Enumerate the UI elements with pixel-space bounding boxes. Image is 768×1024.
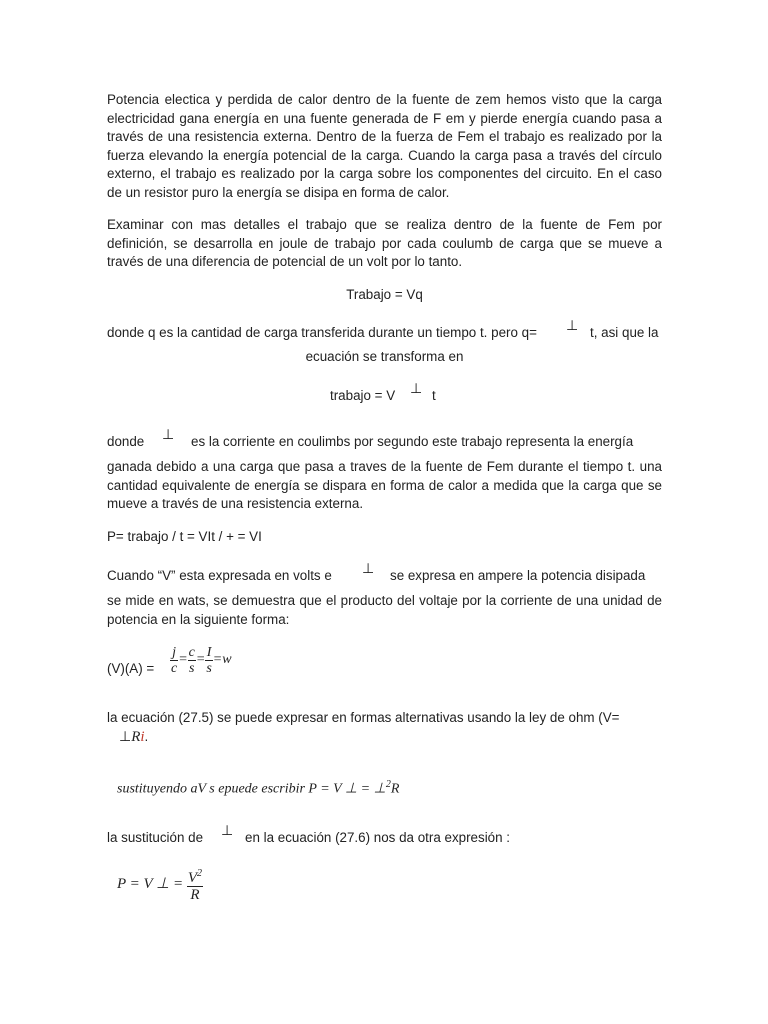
fraction-v2-r: $\frac{V^2}{R}$	[187, 868, 202, 903]
equation-trabajo-vit-b: t	[432, 388, 436, 403]
paragraph-6-mid: se expresa en ampere la potencia disipada	[390, 568, 646, 583]
paragraph-4-start: donde	[107, 434, 145, 449]
paragraph-6-start: Cuando “V” esta expresada en volts e	[107, 568, 332, 583]
equation-trabajo-vit-a: trabajo = V	[330, 388, 396, 403]
paragraph-3-start: donde q es la cantidad de carga transferida durante un tiempo t. pero q=	[107, 325, 537, 340]
units-equation: $\frac{j}{c}$ = $\frac{c}{s}$ = $\frac{I}{s}$ =w	[171, 645, 232, 676]
fraction-c-s: $\frac{c}{s}$	[188, 645, 195, 676]
perp-symbol-4: ⊥	[362, 561, 375, 577]
perp-symbol-2: ⊥	[410, 381, 423, 397]
equation-trabajo-vq: Trabajo = Vq	[346, 287, 423, 302]
final-equation: P = V ⊥ = $\frac{V^2}{R}$	[117, 868, 202, 903]
paragraph-6-cont: se mide en wats, se demuestra que el producto del voltaje por la corriente de una unidad de potencia en la siguiente forma:	[107, 593, 662, 627]
power-formula: P= trabajo / t = VIt / + = VI	[107, 529, 262, 544]
paragraph-3-cont: ecuación se transforma en	[305, 349, 464, 364]
paragraph-4-cont: ganada debido a una carga que pasa a traves de la fuente de Fem durante el tiempo t. una cantidad equivalente de energía se dispara en forma de calor a medida que la carga que se mueve a través de una resistencia externa.	[107, 459, 662, 512]
fraction-j-c: $\frac{j}{c}$	[171, 645, 178, 676]
paragraph-3-end: t, asi que la	[590, 325, 659, 340]
paragraph-8-end: en la ecuación (27.6) nos da otra expresión :	[245, 830, 511, 845]
perp-symbol-1: ⊥	[566, 318, 579, 334]
substitution-equation: sustituyendo aV s epuede escribir P = V ⊥ = ⊥$^2$R	[117, 779, 400, 797]
paragraph-7: la ecuación (27.5) se puede expresar en formas alternativas usando la ley de ohm (V= ⊥Ri.	[107, 710, 620, 745]
units-equation-label: (V)(A) =	[107, 661, 155, 676]
paragraph-2: Examinar con mas detalles el trabajo que se realiza dentro de la fuente de Fem por definición, se desarrolla en joule de trabajo por cada coulumb de carga que se mueve a través de una diferencia de potencial de un volt por lo tanto.	[107, 217, 662, 270]
perp-symbol-5: ⊥	[221, 823, 234, 839]
paragraph-1: Potencia electica y perdida de calor dentro de la fuente de zem hemos visto que la carga electricidad gana energía en una fuente generada de F em y pierde energía cuando pasa a través de una resistencia externa. Dentro de la fuerza de Fem el trabajo es realizado por la fuerza elevando la energía potencial de la carga. Cuando la carga pasa a través del círculo externo, el trabajo es realizado por la carga sobre los componentes del circuito. En el caso de un resistor puro la energía se disipa en forma de calor.	[107, 92, 662, 200]
fraction-i-s: $\frac{I}{s}$	[206, 645, 212, 676]
paragraph-8-start: la sustitución de	[107, 830, 204, 845]
paragraph-4-mid: es la corriente en coulimbs por segundo este trabajo representa la energía	[191, 434, 634, 449]
perp-symbol-3: ⊥	[162, 427, 175, 443]
